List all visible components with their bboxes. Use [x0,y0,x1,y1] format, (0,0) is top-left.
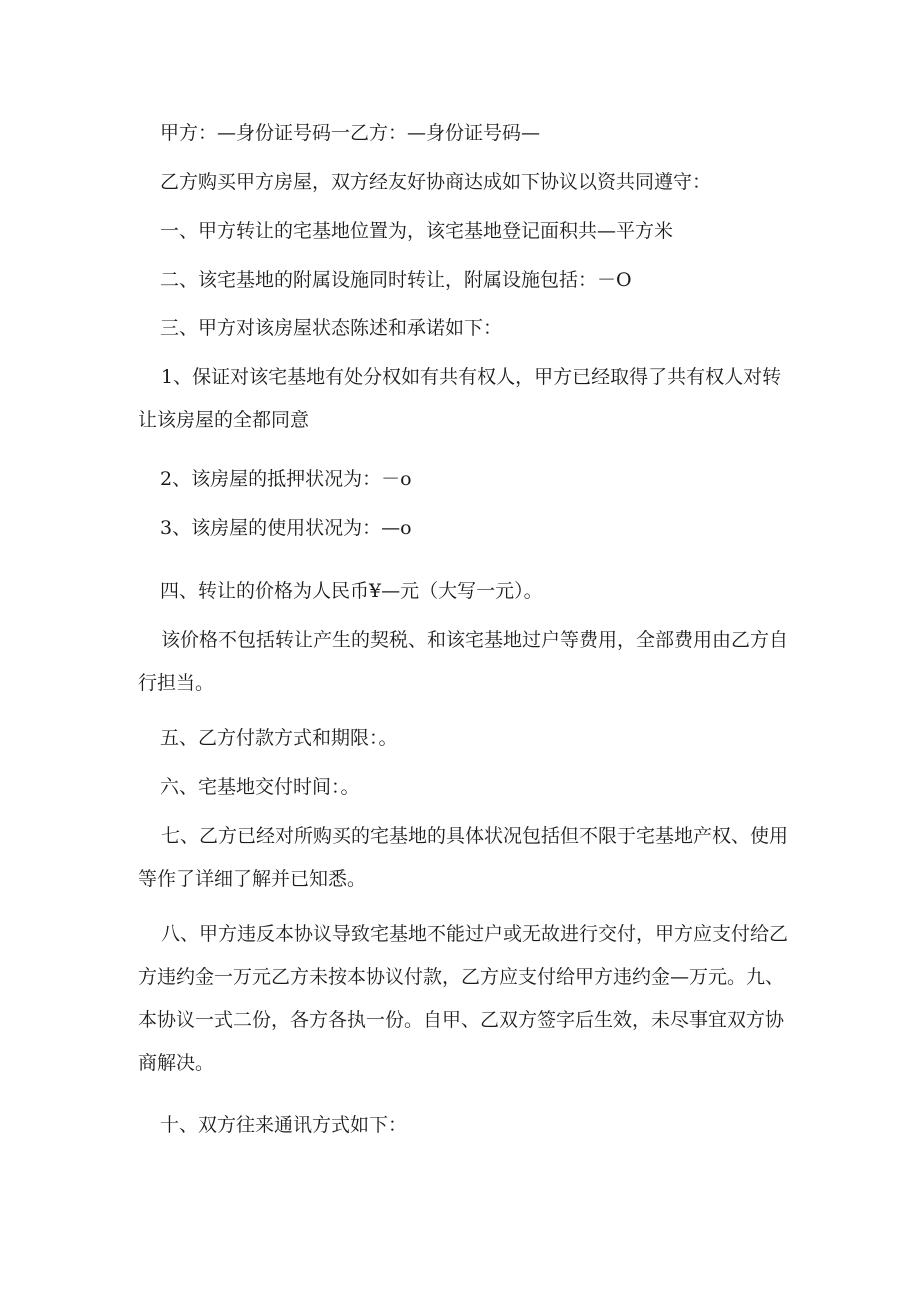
clause-7: 七、乙方已经对所购买的宅基地的具体状况包括但不限于宅基地产权、使用等作了详细了解并已知悉。 [138,825,789,890]
clause-8-9: 八、甲方违反本协议导致宅基地不能过户或无故进行交付，甲方应支付给乙方违约金一万元乙方未按本协议付款，乙方应支付给甲方违约金—万元。九、本协议一式二份，各方各执一份。自甲、乙双方签字后生效，未尽事宜双方协商解决。 [138,923,789,1074]
clause-2: 二、该宅基地的附属设施同时转让，附属设施包括：－O [160,269,632,291]
clause-3: 三、甲方对该房屋状态陈述和承诺如下： [160,317,503,339]
clause-1: 一、甲方转让的宅基地位置为，该宅基地登记面积共—平方米 [160,220,674,242]
parties-line: 甲方：—身份证号码一乙方：—身份证号码— [160,122,541,144]
clause-4: 四、转让的价格为人民币¥—元（大写一元）。 [160,580,543,602]
clause-3-item-2: 2、该房屋的抵押状况为：－o [160,468,412,490]
clause-4-note: 该价格不包括转让产生的契税、和该宅基地过户等费用，全部费用由乙方自行担当。 [138,629,789,694]
clause-3-item-3: 3、该房屋的使用状况为：—o [160,517,412,539]
intro-line: 乙方购买甲方房屋，双方经友好协商达成如下协议以资共同遵守： [160,171,712,193]
clause-6: 六、宅基地交付时间：。 [160,776,360,798]
clause-5: 五、乙方付款方式和期限：。 [160,727,398,749]
clause-10: 十、双方往来通讯方式如下： [160,1114,408,1136]
clause-3-item-1: 1、保证对该宅基地有处分权如有共有权人，甲方已经取得了共有权人对转让该房屋的全都同意 [138,366,782,431]
